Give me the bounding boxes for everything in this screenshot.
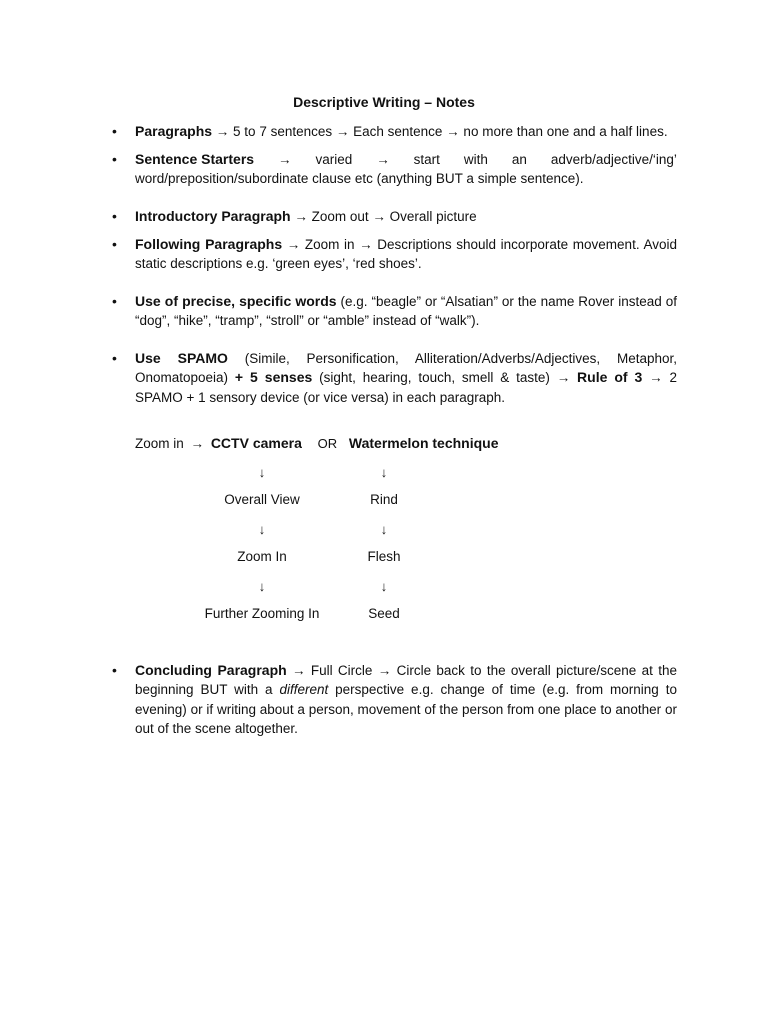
item-text: (e.g. “beagle” or “Alsatian” or the name Rover instead of “dog”, “hike”, “tramp”, “stroll” or “amble” instead of “walk”). xyxy=(135,294,677,329)
item-label: Sentence Starters xyxy=(135,151,255,167)
item-text: (sight, hearing, touch, smell & taste) → xyxy=(312,370,578,386)
bullet-icon: • xyxy=(112,662,117,678)
bullet-icon: • xyxy=(112,236,117,252)
rule-label: Rule of 3 xyxy=(577,369,643,386)
starter-word: adverb/adjective/‘ing’ xyxy=(550,152,677,167)
or-label: OR xyxy=(317,436,338,451)
item-label: Concluding Paragraph xyxy=(135,662,287,678)
cctv-step: Zoom In xyxy=(237,549,287,564)
item-text: → Full Circle → Circle back to the overall picture/scene at the beginning BUT with a xyxy=(135,663,677,698)
watermelon-step: Flesh xyxy=(367,549,401,564)
item-label: Use of precise, specific words xyxy=(135,293,337,309)
zoom-prefix: Zoom in xyxy=(135,436,184,451)
zoom-heading xyxy=(135,433,499,454)
list-item-precise-words xyxy=(112,292,677,331)
starter-word: an xyxy=(511,152,527,167)
list-item-introductory xyxy=(112,207,677,226)
starter-line-2: word/preposition/subordinate clause etc (anything BUT a simple sentence). xyxy=(135,171,584,187)
bullet-icon: • xyxy=(112,293,117,309)
list-item-concluding xyxy=(112,661,677,738)
watermelon-heading: Watermelon technique xyxy=(348,435,499,451)
item-text: → 5 to 7 sentences → Each sentence → no more than one and a half lines. xyxy=(212,124,668,139)
bullet-icon: • xyxy=(112,350,117,366)
emphasis-text: different xyxy=(279,682,329,698)
down-arrow-icon: ↓ xyxy=(258,465,266,480)
starter-word: varied xyxy=(315,152,353,167)
down-arrow-icon: ↓ xyxy=(380,579,388,594)
list-item-paragraphs xyxy=(112,122,677,141)
starter-line-1 xyxy=(135,150,677,169)
down-arrow-icon: ↓ xyxy=(258,579,266,594)
item-label: Introductory Paragraph xyxy=(135,208,291,224)
bullet-icon: • xyxy=(112,123,117,139)
bullet-icon: • xyxy=(112,151,117,167)
bullet-icon: • xyxy=(112,208,117,224)
down-arrow-icon: ↓ xyxy=(380,465,388,480)
senses-label: + 5 senses xyxy=(234,369,313,386)
starter-word: start xyxy=(413,152,440,167)
starter-word: → xyxy=(278,152,292,167)
item-text: → Zoom out → Overall picture xyxy=(290,209,477,224)
page-title: Descriptive Writing – Notes xyxy=(293,94,475,110)
item-text: → 2 SPAMO + 1 sensory device (or vice versa) in each paragraph. xyxy=(135,370,677,405)
right-arrow-icon: → xyxy=(190,436,205,451)
down-arrow-icon: ↓ xyxy=(380,522,388,537)
down-arrow-icon: ↓ xyxy=(258,522,266,537)
list-item-spamo xyxy=(112,349,678,407)
cctv-step: Overall View xyxy=(224,492,300,507)
starter-word: → xyxy=(376,152,390,167)
cctv-heading: CCTV camera xyxy=(210,435,302,451)
item-text: perspective e.g. change of time (e.g. from morning to evening) or if writing about a person, movement of the person from one place to another or out of the scene altogether. xyxy=(135,682,677,736)
list-item-following xyxy=(112,235,677,274)
watermelon-step: Seed xyxy=(368,606,400,621)
item-label: Paragraphs xyxy=(135,123,213,139)
watermelon-step: Rind xyxy=(370,492,398,507)
list-item-sentence-starters xyxy=(112,150,677,189)
item-label: Following Paragraphs xyxy=(135,236,283,252)
item-text: (Simile, Personification, Alliteration/Adverbs/Adjectives, Metaphor, Onomatopoeia) xyxy=(135,351,678,386)
starter-word: with xyxy=(463,152,488,167)
item-label: Use SPAMO xyxy=(135,350,228,366)
item-text: → Zoom in → Descriptions should incorporate movement. Avoid static descriptions e.g. ‘green eyes’, ‘red shoes’. xyxy=(135,237,677,272)
cctv-step: Further Zooming In xyxy=(204,606,320,621)
